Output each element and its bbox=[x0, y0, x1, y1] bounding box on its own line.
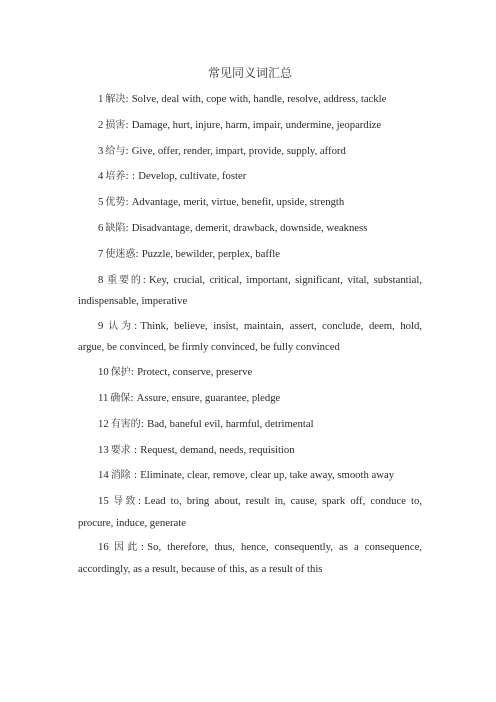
entry-number: 14 bbox=[98, 469, 109, 482]
entry-chinese-term: 要求 : bbox=[110, 444, 138, 456]
entry-synonyms: Damage, hurt, injure, harm, impair, undermine, jeopardize bbox=[131, 118, 382, 131]
entry-number: 12 bbox=[98, 417, 109, 430]
entry-chinese-term: 有害的: bbox=[110, 418, 145, 430]
entry-synonyms: Disadvantage, demerit, drawback, downside, weakness bbox=[131, 221, 368, 234]
entry-number: 10 bbox=[98, 366, 109, 379]
entry-chinese-term: 解决: bbox=[105, 94, 129, 105]
synonym-entry bbox=[78, 362, 422, 384]
entry-chinese-term: 培养: : bbox=[105, 171, 136, 183]
synonym-entry bbox=[78, 465, 422, 487]
synonym-entry bbox=[78, 491, 422, 533]
entry-synonyms: Request, demand, needs, requisition bbox=[140, 443, 295, 456]
entry-chinese-term: 认为: bbox=[105, 320, 138, 332]
entry-number: 1 bbox=[98, 93, 104, 105]
entry-synonyms: Advantage, merit, virtue, benefit, upside, strength bbox=[131, 196, 345, 209]
entry-number: 4 bbox=[98, 170, 104, 183]
synonym-entry bbox=[78, 414, 422, 436]
entry-number: 15 bbox=[98, 495, 109, 508]
document-body bbox=[78, 64, 422, 584]
entry-chinese-term: 缺陷: bbox=[105, 222, 129, 234]
entry-synonyms: Eliminate, clear, remove, clear up, take away, smooth away bbox=[140, 469, 395, 482]
synonym-entry bbox=[78, 388, 422, 410]
entry-chinese-term: 优势: bbox=[105, 197, 129, 209]
synonym-entry bbox=[78, 218, 422, 240]
entry-chinese-term: 因此: bbox=[110, 542, 145, 554]
entry-number: 9 bbox=[98, 319, 104, 332]
entry-number: 2 bbox=[98, 118, 104, 131]
entry-chinese-term: 重要的: bbox=[105, 274, 147, 286]
entry-number: 8 bbox=[98, 273, 104, 286]
synonym-entry bbox=[78, 115, 422, 137]
entry-number: 16 bbox=[98, 541, 109, 554]
entry-number: 5 bbox=[98, 196, 104, 209]
page-title: 常见同义词汇总 bbox=[207, 66, 292, 80]
entry-synonyms: Puzzle, bewilder, perplex, baffle bbox=[141, 247, 280, 260]
entry-chinese-term: 导致: bbox=[110, 496, 142, 508]
entry-chinese-term: 给与: bbox=[105, 145, 129, 157]
synonym-list bbox=[78, 89, 422, 579]
synonym-entry bbox=[78, 440, 422, 462]
entry-synonyms: Protect, conserve, preserve bbox=[137, 366, 253, 379]
entry-chinese-term: 损害: bbox=[105, 119, 129, 131]
entry-number: 13 bbox=[98, 443, 109, 456]
entry-synonyms: Think, believe, insist, maintain, assert, conclude, deem, hold, argue, be convinced, be firmly convinced, be fully convinced bbox=[78, 319, 423, 354]
entry-synonyms: Key, crucial, critical, important, significant, vital, substantial, indispensable, imperative bbox=[78, 273, 422, 308]
entry-number: 6 bbox=[98, 221, 104, 234]
entry-number: 11 bbox=[98, 391, 109, 404]
entry-synonyms: Solve, deal with, cope with, handle, resolve, address, tackle bbox=[131, 93, 387, 105]
entry-chinese-term: 确保: bbox=[110, 392, 134, 404]
entry-synonyms: Assure, ensure, guarantee, pledge bbox=[136, 391, 281, 404]
entry-chinese-term: 使迷惑: bbox=[105, 248, 139, 260]
entry-chinese-term: 保护: bbox=[110, 367, 135, 379]
synonym-entry bbox=[78, 166, 422, 188]
synonym-entry bbox=[78, 192, 422, 214]
entry-synonyms: Develop, cultivate, foster bbox=[138, 170, 247, 183]
entry-synonyms: Lead to, bring about, result in, cause, spark off, conduce to, procure, induce, generate bbox=[78, 495, 422, 529]
entry-number: 7 bbox=[98, 247, 104, 260]
synonym-entry bbox=[78, 537, 422, 579]
synonym-entry bbox=[78, 316, 422, 358]
entry-synonyms: Bad, baneful evil, harmful, detrimental bbox=[147, 417, 314, 430]
entry-synonyms: So, therefore, thus, hence, consequently, as a consequence, accordingly, as a result, because of this, as a result of this bbox=[78, 541, 423, 575]
entry-chinese-term: 消除 : bbox=[110, 470, 138, 482]
synonym-entry bbox=[78, 270, 422, 312]
entry-synonyms: Give, offer, render, impart, provide, supply, afford bbox=[131, 144, 346, 157]
synonym-entry bbox=[78, 141, 422, 163]
synonym-entry bbox=[78, 89, 422, 111]
entry-number: 3 bbox=[98, 144, 104, 157]
synonym-entry bbox=[78, 244, 422, 266]
